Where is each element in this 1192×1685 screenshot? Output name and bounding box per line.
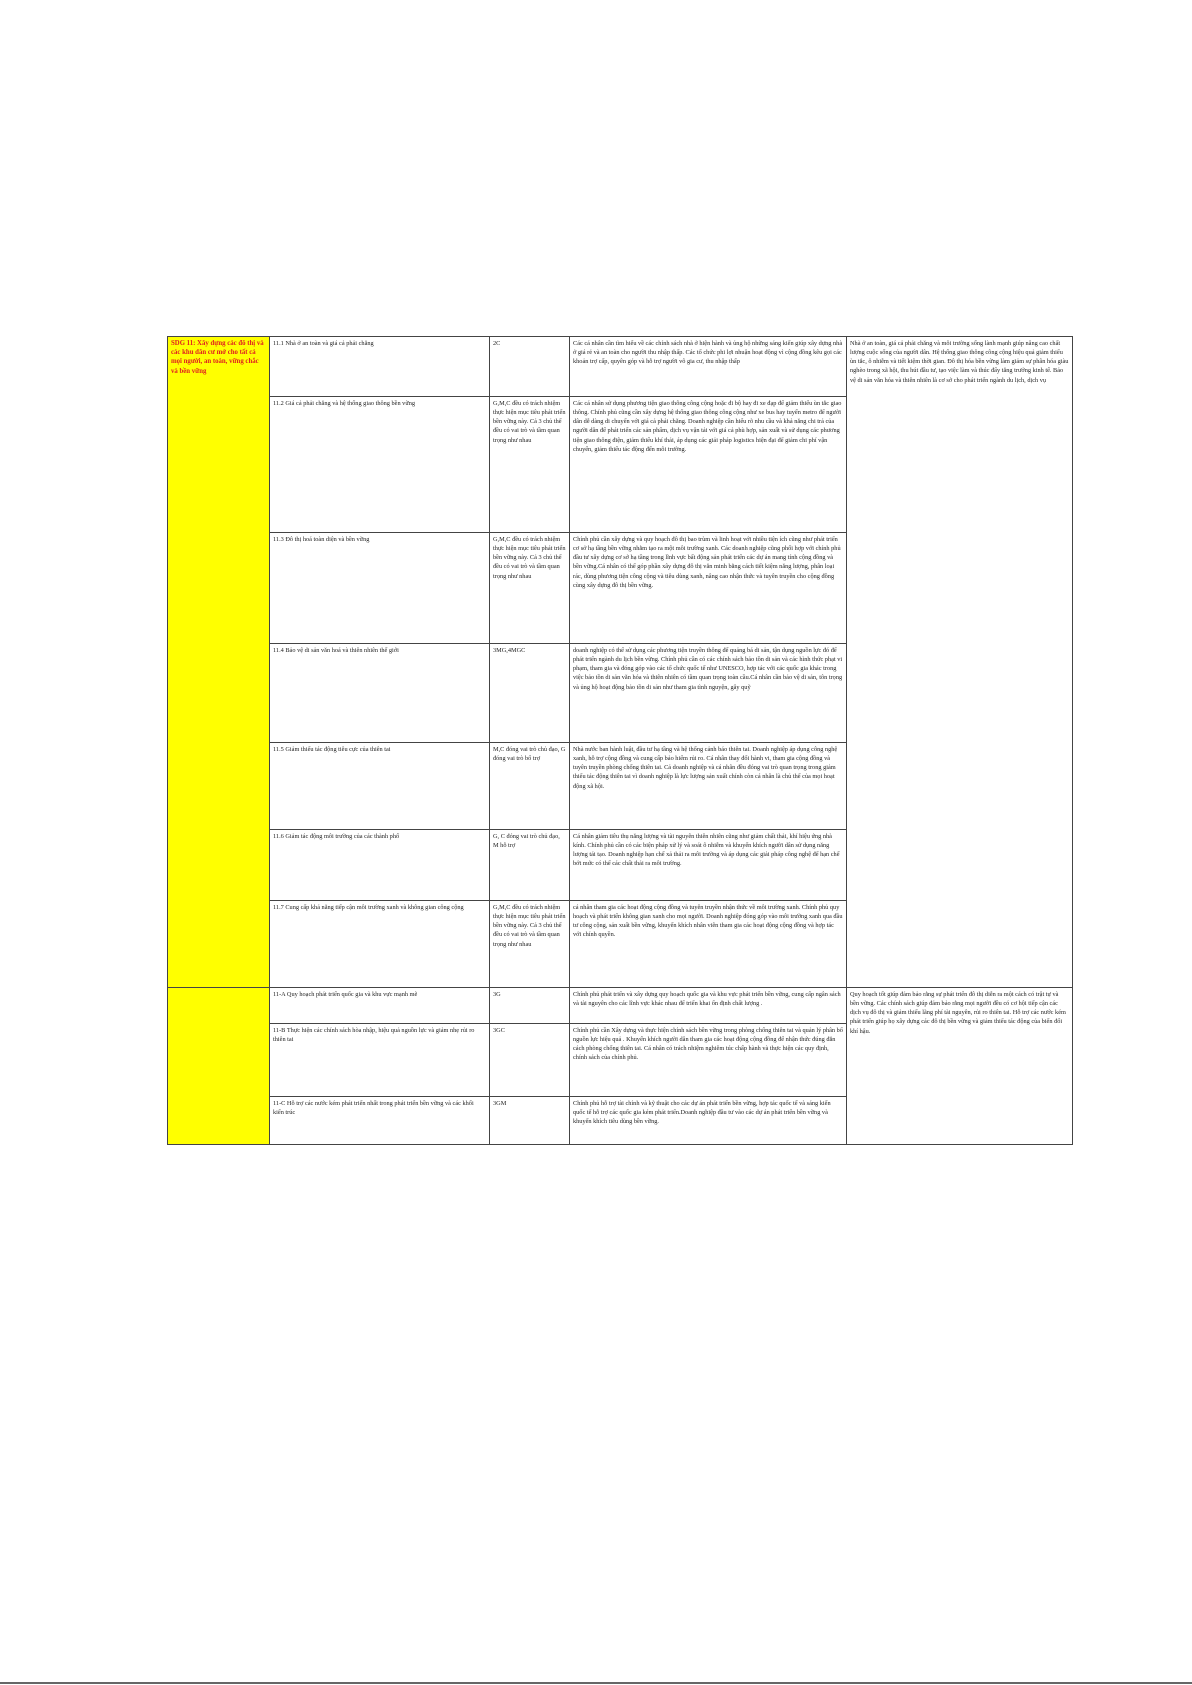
sdg-table xyxy=(167,336,1073,1145)
impact-cell: Quy hoạch tốt giúp đảm bảo rằng sự phát triển đô thị diễn ra một cách có trật tự và bền vững. Các chính sách giúp đảm bảo rằng mọi người đều có cơ hội tiếp cận các dịch vụ đô thị và giảm thiểu lãng phí tài nguyên, rủi ro thiên tai. Hỗ trợ các nước kém phát triển giúp họ xây dựng các đô thị bền vững và giảm thiểu tác động của biến đổi khí hậu. xyxy=(847,988,1073,1145)
action-cell: Nhà nước ban hành luật, đầu tư hạ tầng và hệ thống cảnh báo thiên tai. Doanh nghiệp áp dụng công nghệ xanh, hỗ trợ cộng đồng và cung cấp bảo hiểm rủi ro. Cá nhân thay đổi hành vi, tham gia cộng đồng và tuyên truyền phòng chống thiên tai. Cả doanh nghiệp và cá nhân đều đóng vai trò quan trọng trong giảm thiểu tác động thiên tai vì doanh nghiệp là lực lượng sản xuất chính còn cá nhân là chủ thể của mọi hoạt động xã hội. xyxy=(570,743,847,830)
responsibility-cell: G,M,C đều có trách nhiệm thực hiện mục tiêu phát triển bền vững này. Cả 3 chủ thể đều có vai trò và tầm quan trọng như nhau xyxy=(490,901,570,988)
responsibility-cell: G,M,C đều có trách nhiệm thực hiện mục tiêu phát triển bền vững này. Cả 3 chủ thể đều có vai trò và tầm quan trọng như nhau xyxy=(490,533,570,644)
target-cell: 11.4 Bảo vệ di sản văn hoá và thiên nhiên thế giới xyxy=(270,644,490,743)
responsibility-cell: G, C đóng vai trò chủ đạo, M hỗ trợ xyxy=(490,830,570,901)
responsibility-cell: 3GM xyxy=(490,1097,570,1145)
action-cell: Chính phủ phát triển và xây dựng quy hoạch quốc gia và khu vực phát triển bền vững, cung cấp ngân sách và tài nguyên cho các lĩnh vực khác nhau để triển khai ổn định chất lượng . xyxy=(570,988,847,1024)
action-cell: doanh nghiệp có thể sử dụng các phương tiện truyền thông để quảng bá di sản, tận dụng nguồn lực đó để phát triển ngành du lịch bền vững. Chính phủ cần có các chính sách bảo tồn di sản và các hình thức phạt vi phạm, tham gia và đóng góp vào các tổ chức quốc tế như UNESCO, hợp tác với các quốc gia khác trong việc bảo tồn di sản văn hóa và thiên nhiên có tầm quan trọng toàn cầu.Cá nhân cần bảo vệ di sản, tôn trọng và ủng hộ hoạt động bảo tồn di sản như tham gia tình nguyện, gây quỹ xyxy=(570,644,847,743)
action-cell: Các cá nhân sử dụng phương tiện giao thông công cộng hoặc đi bộ hay đi xe đạp để giảm thiểu ùn tắc giao thông. Chính phủ cũng cần xây dựng hệ thống giao thông công cộng như xe bus hay tuyến metro để người dân dễ dàng di chuyển với giá cả phải chăng. Doanh nghiệp cần hiểu rõ nhu cầu và khả năng chi trả của người dân để phát triển các sản phẩm, dịch vụ vận tải với giá cả phù hợp, sản xuất và sử dụng các phương tiện giao thông điện, giảm thiểu khí thải, áp dụng các giải pháp logistics hiện đại để giảm chi phí vận chuyển, giảm thiểu tác động đến môi trường. xyxy=(570,397,847,533)
target-cell: 11.6 Giảm tác động môi trường của các thành phố xyxy=(270,830,490,901)
target-cell: 11-A Quy hoạch phát triển quốc gia và khu vực mạnh mẽ xyxy=(270,988,490,1024)
goal-cell-continued xyxy=(168,988,270,1145)
page-divider xyxy=(0,1682,1192,1684)
table-row xyxy=(168,337,1073,397)
goal-cell: SDG 11: Xây dựng các đô thị và các khu dân cư mở cho tất cả mọi người, an toàn, vững chắc và bền vững xyxy=(168,337,270,988)
responsibility-cell: M,C đóng vai trò chủ đạo, G đóng vai trò bổ trợ xyxy=(490,743,570,830)
target-cell: 11.7 Cung cấp khả năng tiếp cận môi trường xanh và không gian công cộng xyxy=(270,901,490,988)
action-cell: Chính phủ hỗ trợ tài chính và kỹ thuật cho các dự án phát triển bền vững, hợp tác quốc tế và sáng kiến quốc tế hỗ trợ các quốc gia kém phát triển.Doanh nghiệp đầu tư vào các dự án phát triển bền vững và khuyến khích tiêu dùng bền vững. xyxy=(570,1097,847,1145)
responsibility-cell: 3GC xyxy=(490,1024,570,1097)
target-cell: 11-B Thực hiện các chính sách hòa nhập, hiệu quả nguồn lực và giảm nhẹ rủi ro thiên tai xyxy=(270,1024,490,1097)
target-cell: 11.1 Nhà ở an toàn và giá cả phải chăng xyxy=(270,337,490,397)
responsibility-cell: 3MG,4MGC xyxy=(490,644,570,743)
action-cell: Các cá nhân cần tìm hiểu về các chính sách nhà ở hiện hành và ủng hộ những sáng kiến giúp xây dựng nhà ở giá rẻ và an toàn cho người thu nhập thấp. Các tổ chức phi lợi nhuận hoạt động vì cộng đồng kêu gọi các khoản trợ cấp, quyên góp và hỗ trợ người vô gia cư, thu nhập thấp xyxy=(570,337,847,397)
table-row xyxy=(168,988,1073,1024)
impact-cell: Nhà ở an toàn, giá cả phải chăng và môi trường sống lành mạnh giúp nâng cao chất lượng cuộc sống của người dân. Hệ thống giao thông công cộng hiệu quả giảm thiểu ùn tắc, ô nhiễm và tiết kiệm thời gian. Đô thị hóa bền vững làm giảm sự phân hóa giàu nghèo trong xã hội, thu hút đầu tư, tạo việc làm và thúc đẩy tăng trưởng kinh tế. Bảo vệ di sản văn hóa và thiên nhiên là cơ sở cho phát triển ngành du lịch, dịch vụ xyxy=(847,337,1073,988)
action-cell: Chính phủ cần Xây dựng và thực hiện chính sách bền vững trong phòng chống thiên tai và quản lý phân bổ nguồn lực hiệu quả . Khuyến khích người dân tham gia các hoạt động cộng đồng để nhận thức đúng đắn cách phòng chống thiên tai. Cá nhân có trách nhiệm nghiêm túc chấp hành và thực hiện các quy định, chính sách của chính phủ. xyxy=(570,1024,847,1097)
responsibility-cell: G,M,C đều có trách nhiệm thực hiện mục tiêu phát triển bền vững này. Cả 3 chủ thể đều có vai trò và tầm quan trọng như nhau xyxy=(490,397,570,533)
target-cell: 11.3 Đô thị hoá toàn diện và bền vững xyxy=(270,533,490,644)
responsibility-cell: 3G xyxy=(490,988,570,1024)
action-cell: Chính phủ cần xây dựng và quy hoạch đô thị bao trùm và linh hoạt với nhiều tiện ích cũng như phát triển cơ sở hạ tầng bền vững nhằm tạo ra một môi trường xanh. Các doanh nghiệp cũng phối hợp với chính phủ đầu tư xây dựng cơ sở hạ tầng trong lĩnh vực bất động sản phát triển các dự án mang tính cộng đồng và bền vững.Cá nhân có thể góp phần xây dựng đô thị văn minh bằng cách tiết kiệm năng lượng, phân loại rác, dùng phương tiện công cộng và tiêu dùng xanh, nâng cao nhận thức và tuyên truyền cho cộng đồng cùng xây dựng đô thị bền vững. xyxy=(570,533,847,644)
action-cell: Cá nhân giảm tiêu thụ năng lượng và tài nguyên thiên nhiên cũng như giảm chất thải, khí hiệu ứng nhà kính. Chính phủ cần có các biện pháp xử lý và soát ô nhiễm và khuyến khích người dân sử dụng năng lượng tái tạo. Doanh nghiệp hạn chế xả thải ra môi trường và áp dụng các giải pháp công nghệ để hạn chế bớt mức có thể các chất thải ra môi trường. xyxy=(570,830,847,901)
target-cell: 11.2 Giá cả phải chăng và hệ thống giao thông bền vững xyxy=(270,397,490,533)
target-cell: 11.5 Giảm thiểu tác động tiêu cực của thiên tai xyxy=(270,743,490,830)
responsibility-cell: 2C xyxy=(490,337,570,397)
target-cell: 11-C Hỗ trợ các nước kém phát triển nhất trong phát triển bền vững và các khối kiến trúc xyxy=(270,1097,490,1145)
action-cell: cá nhân tham gia các hoạt động cộng đồng và tuyên truyền nhận thức về môi trường xanh. Chính phủ quy hoạch và phát triển không gian xanh cho mọi người. Doanh nghiệp đóng góp vào môi trường xanh qua đầu tư công cộng, sản xuất bền vững, khuyến khích nhân viên tham gia các hoạt động cộng đồng và hợp tác với chính quyền. xyxy=(570,901,847,988)
